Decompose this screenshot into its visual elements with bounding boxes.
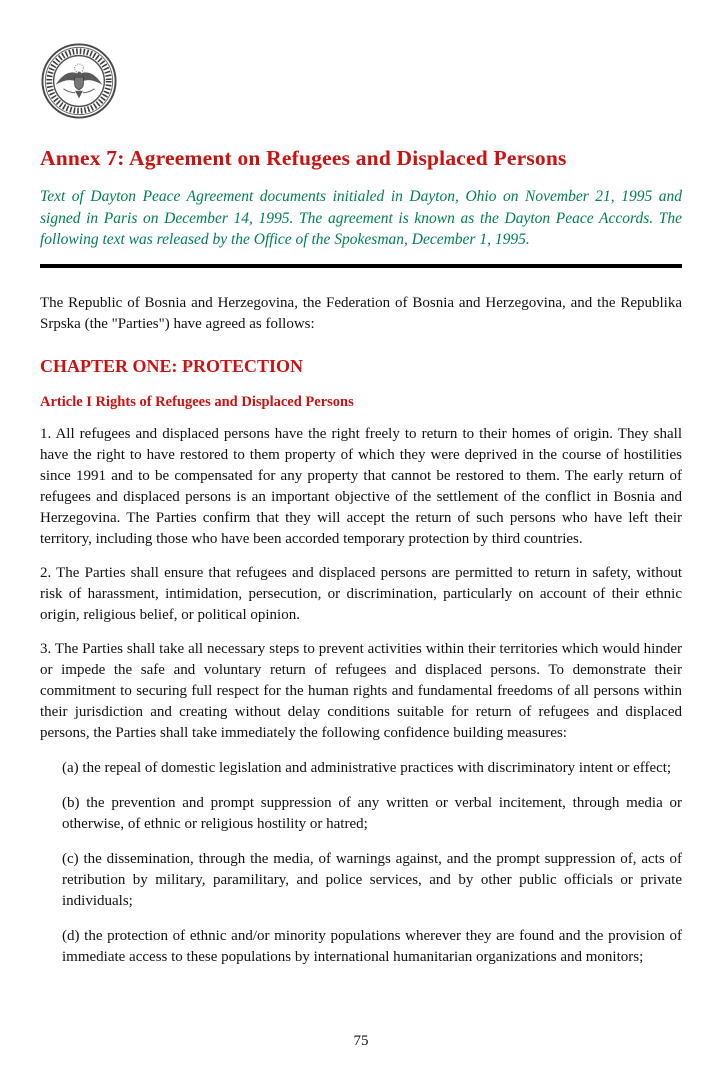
article-heading: Article I Rights of Refugees and Displaced Persons (40, 393, 354, 410)
us-great-seal-icon (40, 42, 118, 120)
list-item-c: (c) the dissemination, through the media, of warnings against, and the prompt suppression of, acts of retribution by military, paramilitary, and police services, and by other public officials or private individuals; (62, 850, 682, 909)
page-title: Annex 7: Agreement on Refugees and Displaced Persons (40, 146, 567, 170)
horizontal-rule (40, 264, 682, 268)
list-item-d: (d) the protection of ethnic and/or minority populations wherever they are found and the provision of immediate access to these populations by international humanitarian organizations and monitors; (62, 927, 682, 965)
page-number: 75 (353, 1033, 369, 1049)
paragraph-2: 2. The Parties shall ensure that refugees and displaced persons are permitted to return in safety, without risk of harassment, intimidation, persecution, or discrimination, particularly on account of their ethnic origin, religious belief, or political opinion. (40, 564, 682, 623)
list-item-b: (b) the prevention and prompt suppression of any written or verbal incitement, through media or otherwise, of ethnic or religious hostility or hatred; (62, 794, 682, 832)
intro-paragraph: The Republic of Bosnia and Herzegovina, the Federation of Bosnia and Herzegovina, and the Republika Srpska (the "Parties") have agreed as follows: (40, 294, 682, 332)
paragraph-1: 1. All refugees and displaced persons have the right freely to return to their homes of origin. They shall have the right to have restored to them property of which they were deprived in the course of hostilities since 1991 and to be compensated for any property that cannot be restored to them. The early return of refugees and displaced persons is an important objective of the settlement of the conflict in Bosnia and Herzegovina. The Parties confirm that they will accept the return of such persons who have left their territory, including those who have been accorded temporary protection by third countries. (40, 425, 682, 547)
chapter-heading: CHAPTER ONE: PROTECTION (40, 355, 304, 376)
paragraph-3: 3. The Parties shall take all necessary steps to prevent activities within their territories which would hinder or impede the safe and voluntary return of refugees and displaced persons. To demonstrate their commitment to securing full respect for the human rights and fundamental freedoms of all persons within their jurisdiction and creating without delay conditions suitable for return of refugees and displaced persons, the Parties shall take immediately the following confidence building measures: (40, 640, 682, 741)
list-item-a: (a) the repeal of domestic legislation and administrative practices with discriminatory intent or effect; (62, 759, 672, 776)
release-note: Text of Dayton Peace Agreement documents initialed in Dayton, Ohio on November 21, 1995 and signed in Paris on December 14, 1995. The agreement is known as the Dayton Peace Accords. The following text was released by the Office of the Spokesman, December 1, 1995. (40, 188, 682, 248)
